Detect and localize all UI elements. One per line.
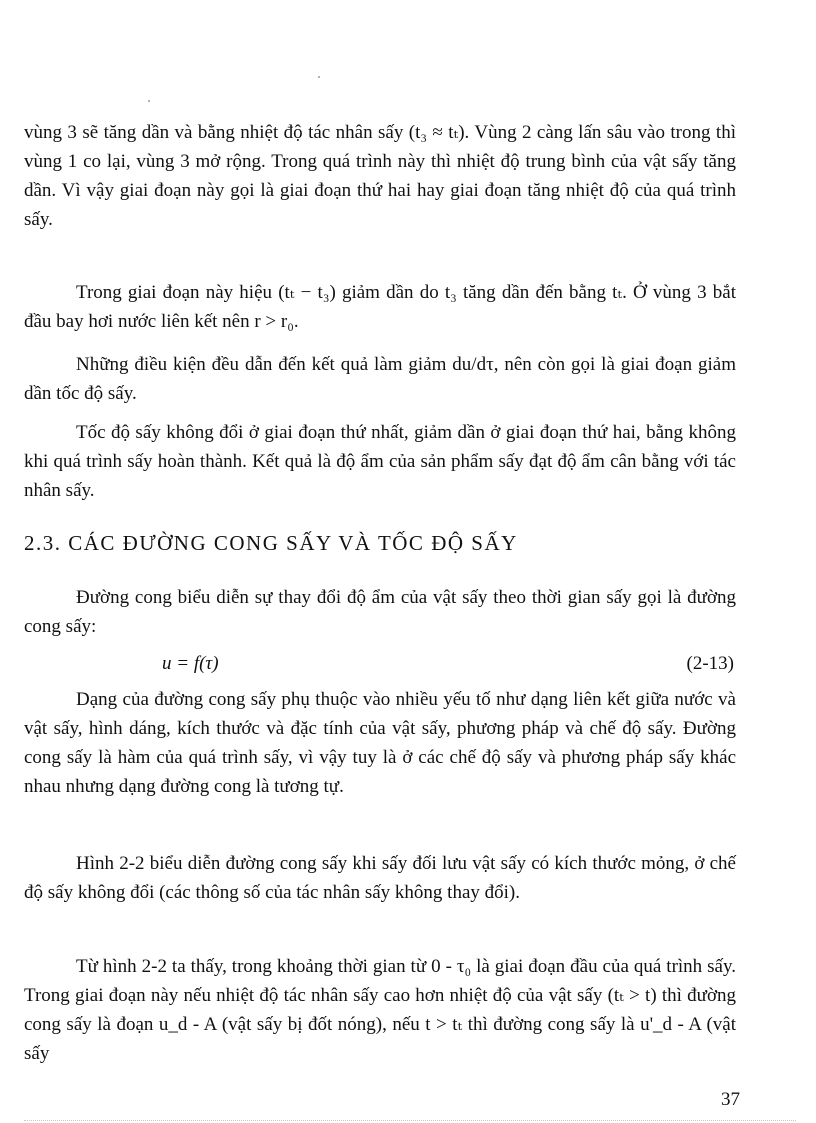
paragraph-3: Những điều kiện đều dẫn đến kết quả làm giảm du/dτ, nên còn gọi là giai đoạn giảm dần tốc độ sấy.	[24, 354, 736, 404]
footer-dotted-rule	[24, 1120, 796, 1121]
formula-expression: u = f(τ)	[162, 653, 219, 674]
page-number: 37	[721, 1089, 740, 1110]
paragraph-6: Dạng của đường cong sấy phụ thuộc vào nhiều yếu tố như dạng liên kết giữa nước và vật sấy, hình dáng, kích thước và đặc tính của vật sấy, phương pháp và chế độ sấy. Đường cong sấy là hàm của quá trình sấy, vì vậy tuy là ở các chế độ sấy và phương pháp sấy khác nhau nhưng dạng đường cong là tương tự.	[24, 689, 736, 797]
formula-number: (2-13)	[686, 653, 734, 674]
paragraph-8: Từ hình 2-2 ta thấy, trong khoảng thời gian từ 0 - τ₀ là giai đoạn đầu của quá trình sấy. Trong giai đoạn này nếu nhiệt độ tác nhân sấy cao hơn nhiệt độ của vật sấy (tₜ > t) thì đường cong sấy là đoạn u_d - A (vật sấy bị đốt nóng), nếu t > tₜ thì đường cong sấy là u'_d - A (vật sấy	[24, 956, 736, 1064]
paragraph-7: Hình 2-2 biểu diễn đường cong sấy khi sấy đối lưu vật sấy có kích thước mỏng, ở chế độ sấy không đổi (các thông số của tác nhân sấy không thay đổi).	[24, 853, 736, 903]
section-heading: 2.3. CÁC ĐƯỜNG CONG SẤY VÀ TỐC ĐỘ SẤY	[24, 531, 518, 555]
scan-speck	[318, 76, 320, 78]
paragraph-2: Trong giai đoạn này hiệu (tₜ − t₃) giảm dần do t₃ tăng dần đến bằng tₜ. Ở vùng 3 bắt đầu bay hơi nước liên kết nên r > r₀.	[24, 282, 736, 332]
paragraph-4: Tốc độ sấy không đổi ở giai đoạn thứ nhất, giảm dần ở giai đoạn thứ hai, bằng không khi quá trình sấy hoàn thành. Kết quả là độ ẩm của sản phẩm sấy đạt độ ẩm cân bằng với tác nhân sấy.	[24, 422, 736, 501]
scan-speck	[148, 100, 150, 102]
paragraph-1: vùng 3 sẽ tăng dần và bằng nhiệt độ tác nhân sấy (t₃ ≈ tₜ). Vùng 2 càng lấn sâu vào trong thì vùng 1 co lại, vùng 3 mở rộng. Trong quá trình này thì nhiệt độ trung bình của vật sấy tăng dần. Vì vậy giai đoạn này gọi là giai đoạn thứ hai hay giai đoạn tăng nhiệt độ của quá trình sấy.	[24, 122, 736, 230]
paragraph-5: Đường cong biểu diễn sự thay đổi độ ẩm của vật sấy theo thời gian sấy gọi là đường cong sấy:	[24, 587, 736, 637]
